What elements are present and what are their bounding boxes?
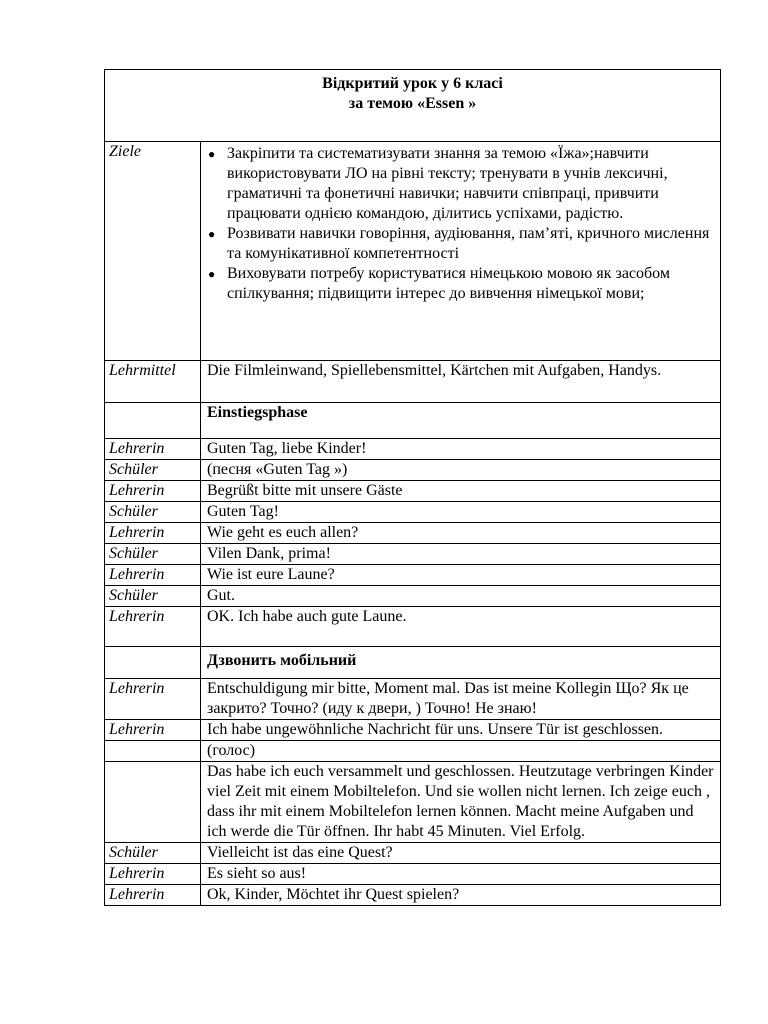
speaker-text: Guten Tag! [201, 502, 721, 523]
speaker-role: Lehrerin [105, 864, 201, 885]
dialog-row [105, 502, 721, 523]
dialog-row [105, 762, 721, 843]
ziele-content [201, 142, 721, 361]
speaker-text: Guten Tag, liebe Kinder! [201, 439, 721, 460]
phase-row-einstieg [105, 403, 721, 439]
ziele-label: Ziele [105, 142, 201, 361]
speaker-role: Schüler [105, 586, 201, 607]
lehrmittel-label: Lehrmittel [105, 361, 201, 403]
speaker-role [105, 762, 201, 843]
speaker-text: Wie ist eure Laune? [201, 565, 721, 586]
speaker-role: Schüler [105, 544, 201, 565]
ziele-row [105, 142, 721, 361]
speaker-role: Schüler [105, 502, 201, 523]
dialog-row [105, 481, 721, 502]
speaker-role: Lehrerin [105, 439, 201, 460]
speaker-role: Lehrerin [105, 679, 201, 720]
speaker-role: Lehrerin [105, 565, 201, 586]
speaker-text: Gut. [201, 586, 721, 607]
empty-role-cell [105, 403, 201, 439]
speaker-text: Es sieht so aus! [201, 864, 721, 885]
speaker-role [105, 741, 201, 762]
dialog-row [105, 720, 721, 741]
goal-text: Розвивати навички говоріння, аудіювання, пам’яті, кричного мислення та комунікативної компетентності [227, 225, 710, 262]
speaker-text: Wie geht es euch allen? [201, 523, 721, 544]
dialog-row [105, 460, 721, 481]
bullet-icon: ● [208, 267, 216, 281]
goal-text: Закріпити та систематизувати знання за темою «Їжа»;навчити використовувати ЛО на рівні тексту; тренувати в учнів лексичні, граматичні та фонетичні навички; навчити співпраці, привчити працювати однією командою, ділитись успіхами, радістю. [227, 145, 668, 222]
phase-row-call [105, 647, 721, 679]
speaker-text: Ich habe ungewöhnliche Nachricht für uns. Unsere Tür ist geschlossen. [201, 720, 721, 741]
lesson-plan-table [104, 69, 721, 906]
bullet-icon: ● [208, 227, 216, 241]
goal-item [208, 224, 714, 264]
speaker-role: Lehrerin [105, 720, 201, 741]
dialog-row [105, 679, 721, 720]
dialog-row [105, 607, 721, 647]
lehrmittel-row [105, 361, 721, 403]
phase-heading: Дзвонить мобільний [201, 647, 721, 679]
dialog-row [105, 523, 721, 544]
speaker-role: Schüler [105, 460, 201, 481]
speaker-text: (песня «Guten Tag ») [201, 460, 721, 481]
speaker-text: Vilen Dank, prima! [201, 544, 721, 565]
bullet-icon: ● [208, 147, 216, 161]
speaker-text: Begrüßt bitte mit unsere Gäste [201, 481, 721, 502]
dialog-row [105, 439, 721, 460]
dialog-row [105, 741, 721, 762]
dialog-row [105, 544, 721, 565]
speaker-text: Vielleicht ist das eine Quest? [201, 843, 721, 864]
speaker-text: Das habe ich euch versammelt und geschlossen. Heutzutage verbringen Kinder viel Zeit mit einem Mobiltelefon. Und sie wollen nicht lernen. Ich zeige euch , dass ihr mit einem Mobiltelefon lernen können. Macht meine Aufgaben und ich werde die Tür öffnen. Ihr habt 45 Minuten. Viel Erfolg. [201, 762, 721, 843]
speaker-role: Lehrerin [105, 885, 201, 906]
speaker-role: Lehrerin [105, 481, 201, 502]
title-line-2: за темою «Essen » [348, 95, 477, 112]
goal-item [208, 144, 714, 224]
title-cell [105, 70, 721, 142]
speaker-text: OK. Ich habe auch gute Laune. [201, 607, 721, 647]
speaker-text: Ok, Kinder, Möchtet ihr Quest spielen? [201, 885, 721, 906]
dialog-row [105, 565, 721, 586]
speaker-text: Entschuldigung mir bitte, Moment mal. Das ist meine Kollegin Що? Як це закрито? Точно? (иду к двери, ) Точно! Не знаю! [201, 679, 721, 720]
goal-item [208, 264, 714, 304]
speaker-role: Lehrerin [105, 607, 201, 647]
speaker-role: Lehrerin [105, 523, 201, 544]
dialog-row [105, 885, 721, 906]
dialog-row [105, 864, 721, 885]
dialog-row [105, 586, 721, 607]
goals-list [207, 144, 714, 304]
lehrmittel-text: Die Filmleinwand, Spiellebensmittel, Kärtchen mit Aufgaben, Handys. [201, 361, 721, 403]
goal-text: Виховувати потребу користуватися німецькою мовою як засобом спілкування; підвищити інтерес до вивчення німецької мови; [227, 265, 670, 302]
title-line-1: Відкритий урок у 6 класі [322, 75, 503, 92]
phase-heading: Einstiegsphase [201, 403, 721, 439]
dialog-row [105, 843, 721, 864]
title-row [105, 70, 721, 142]
speaker-role: Schüler [105, 843, 201, 864]
speaker-text: (голос) [201, 741, 721, 762]
empty-role-cell [105, 647, 201, 679]
